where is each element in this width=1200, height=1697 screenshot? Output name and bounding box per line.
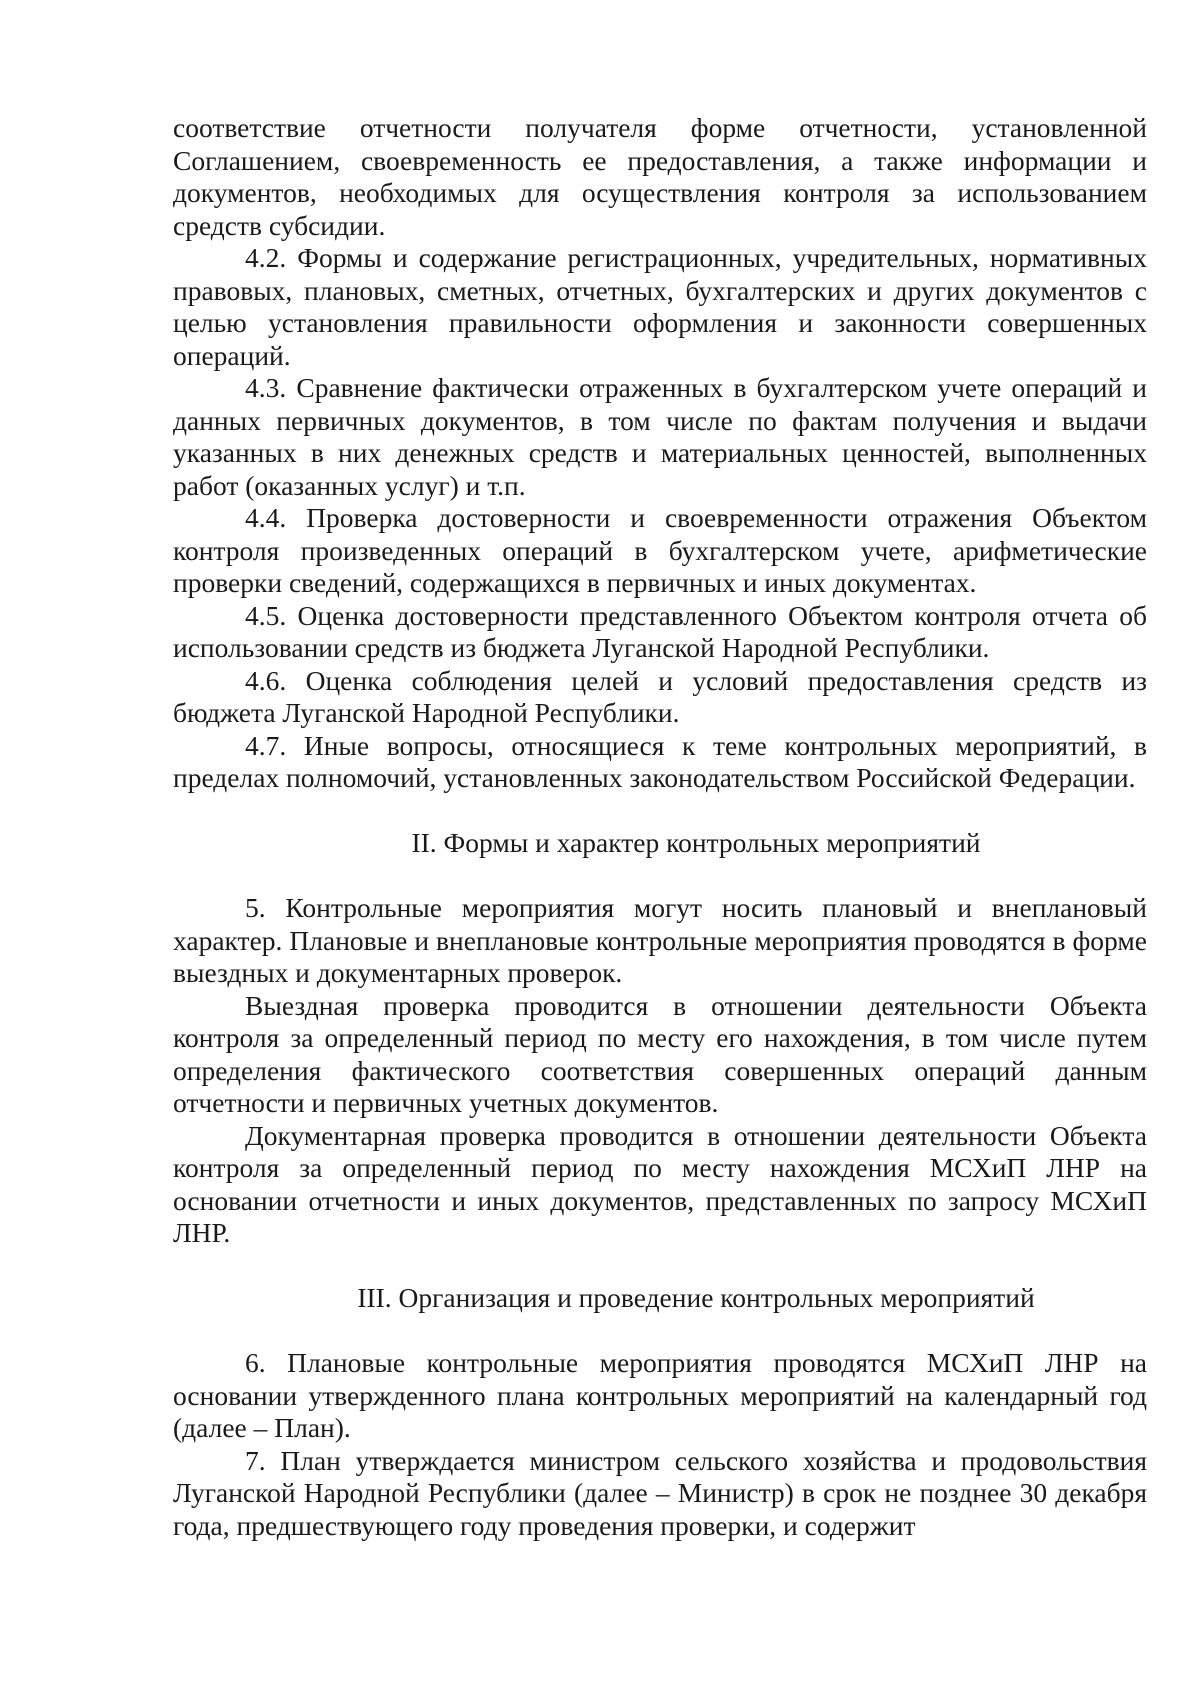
paragraph-5-onsite-check: Выездная проверка проводится в отношении деятельности Объекта контроля за определенный период по месту его нахождения, в том числе путем определения фактического соответствия совершенных операций данным отчетности и первичных учетных документов.	[173, 989, 1147, 1118]
section-heading-3: III. Организация и проведение контрольных мероприятий	[357, 1282, 1035, 1313]
paragraph-5: 5. Контрольные мероприятия могут носить плановый и внеплановый характер. Плановые и внеплановые контрольные мероприятия проводятся в форме выездных и документарных проверок.	[173, 892, 1147, 988]
document-body	[173, 112, 1147, 1542]
paragraph-4-2: 4.2. Формы и содержание регистрационных, учредительных, нормативных правовых, плановых, сметных, отчетных, бухгалтерских и других документов с целью установления правильности оформления и законности совершенных операций.	[173, 242, 1147, 371]
section-heading-2: II. Формы и характер контрольных мероприятий	[411, 827, 981, 858]
paragraph-4-5: 4.5. Оценка достоверности представленного Объектом контроля отчета об использовании средств из бюджета Луганской Народной Республики.	[173, 599, 1147, 663]
paragraph-4-3: 4.3. Сравнение фактически отраженных в бухгалтерском учете операций и данных первичных документов, в том числе по фактам получения и выдачи указанных в них денежных средств и материальных ценностей, выполненных работ (оказанных услуг) и т.п.	[173, 372, 1147, 501]
paragraph-5-document-check: Документарная проверка проводится в отношении деятельности Объекта контроля за определенный период по месту нахождения МСХиП ЛНР на основании отчетности и иных документов, представленных по запросу МСХиП ЛНР.	[173, 1119, 1147, 1248]
paragraph-7: 7. План утверждается министром сельского хозяйства и продовольствия Луганской Народной Республики (далее – Министр) в срок не позднее 30 декабря года, предшествующего году проведения проверки, и содержит	[173, 1444, 1147, 1541]
paragraph-4-4: 4.4. Проверка достоверности и своевременности отражения Объектом контроля произведенных операций в бухгалтерском учете, арифметические проверки сведений, содержащихся в первичных и иных документах.	[173, 502, 1147, 598]
spacer	[173, 1315, 1147, 1348]
spacer	[173, 795, 1147, 828]
paragraph-6: 6. Плановые контрольные мероприятия проводятся МСХиП ЛНР на основании утвержденного плана контрольных мероприятий на календарный год (далее – План).	[173, 1347, 1147, 1443]
paragraph-4-6: 4.6. Оценка соблюдения целей и условий предоставления средств из бюджета Луганской Народной Республики.	[173, 664, 1147, 728]
paragraph-4-7: 4.7. Иные вопросы, относящиеся к теме контрольных мероприятий, в пределах полномочий, установленных законодательством Российской Федерации.	[173, 729, 1147, 793]
spacer	[173, 860, 1147, 893]
paragraph-continuation: соответствие отчетности получателя форме отчетности, установленной Соглашением, своевременность ее предоставления, а также информации и документов, необходимых для осуществления контроля за использованием средств субсидии.	[173, 112, 1147, 241]
spacer	[173, 1250, 1147, 1283]
